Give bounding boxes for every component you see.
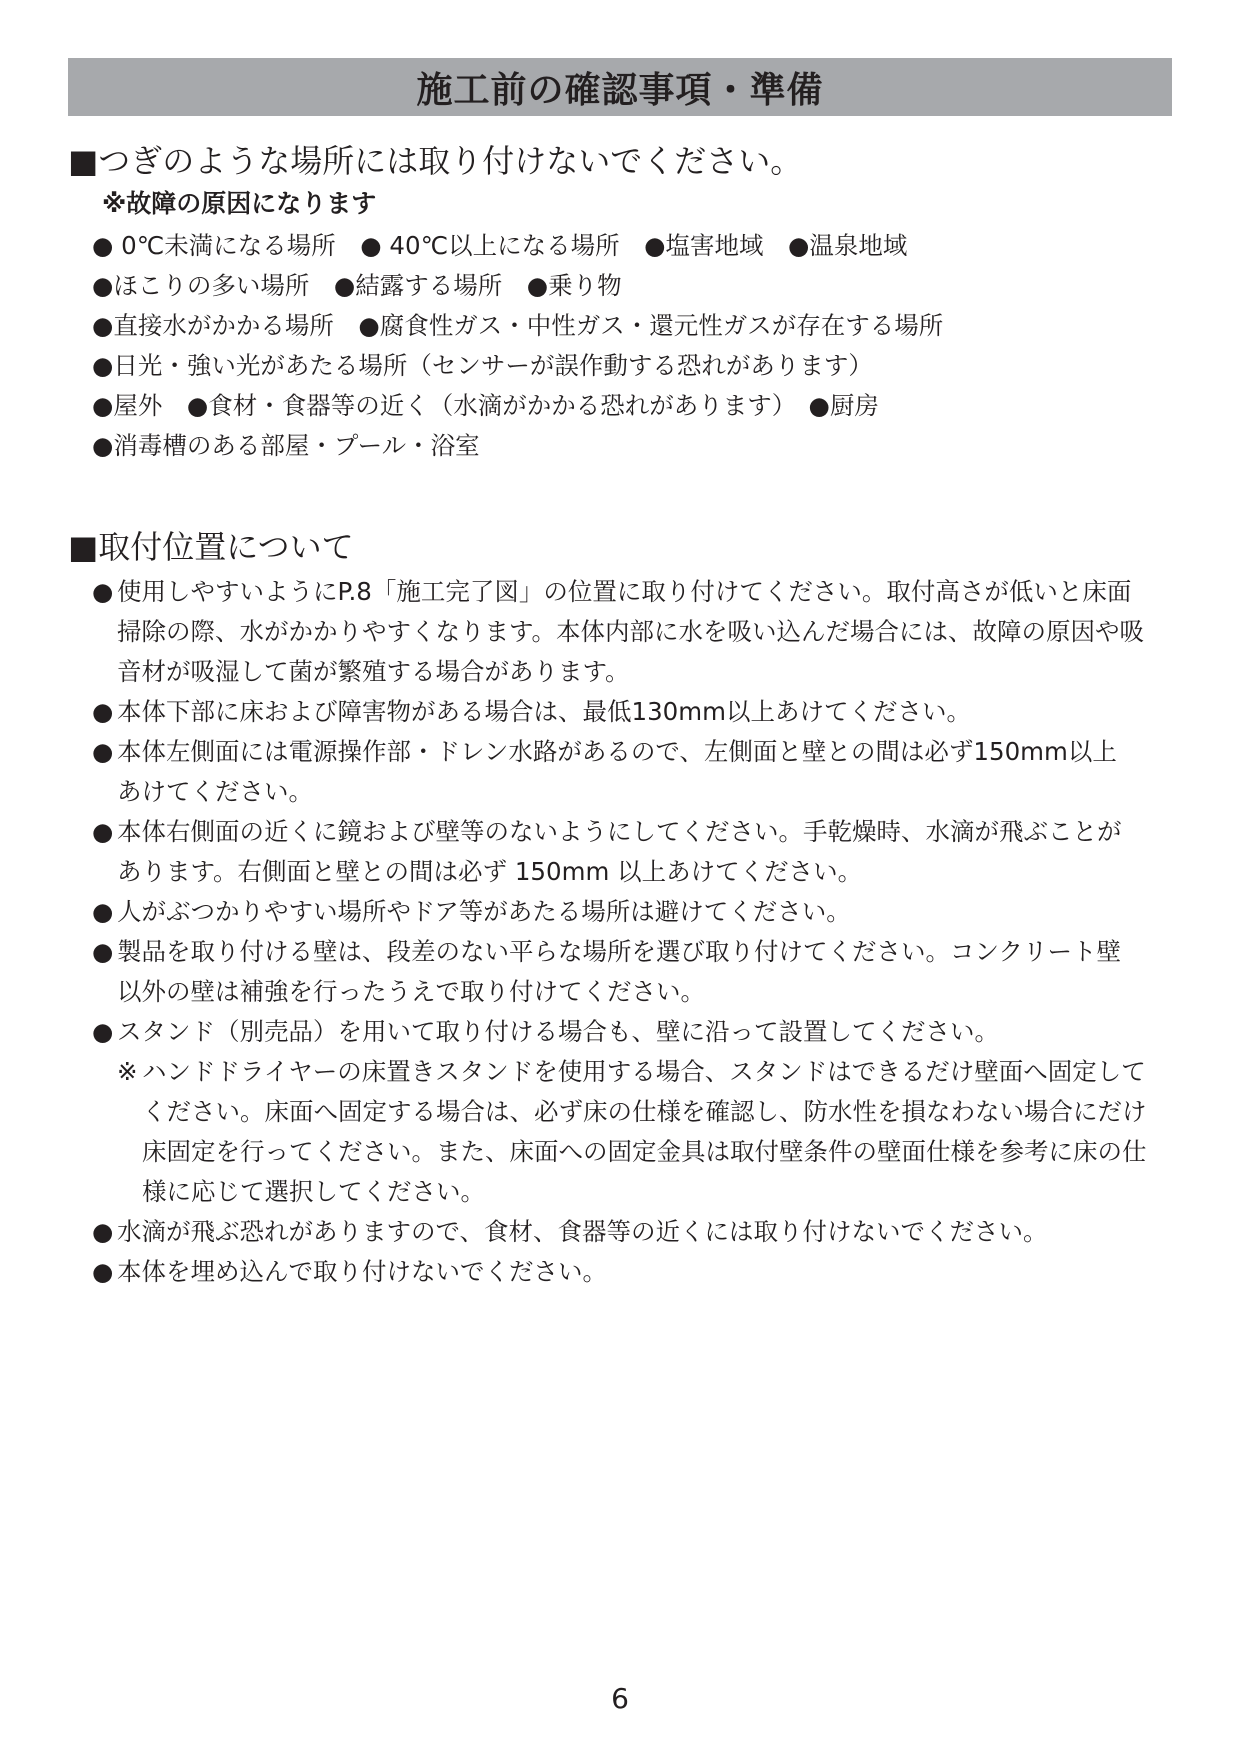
bullet-icon: ● [92,897,114,926]
bullet-icon: ● [92,737,114,766]
list-item-line: 掃除の際、水がかかりやすくなります。本体内部に水を吸い込んだ場合には、故障の原因や吸 [117,617,1145,646]
list-item-line: 使用しやすいようにP.8「施工完了図」の位置に取り付けてください。取付高さが低いと床面 [117,577,1132,606]
list-item [92,892,1195,932]
list-item-line: 本体右側面の近くに鏡および壁等のないようにしてください。手乾燥時、水滴が飛ぶことが [117,817,1122,846]
note-line: ハンドドライヤーの床置きスタンドを使用する場合、スタンドはできるだけ壁面へ固定して [142,1057,1146,1086]
stand-installation-note [117,1052,1195,1212]
list-item [92,1212,1195,1252]
list-item-line: 水滴が飛ぶ恐れがありますので、食材、食器等の近くには取り付けないでください。 [117,1217,1048,1246]
list-item-line: あけてください。 [117,777,313,806]
section-note-cause-of-failure: ※故障の原因になります [102,189,377,218]
prohibited-locations-list [92,226,943,466]
list-item-line: 本体左側面には電源操作部・ドレン水路があるので、左側面と壁との間は必ず150mm以上 [117,737,1117,766]
page-title: 施工前の確認事項・準備 [416,69,824,111]
list-item-line: 本体下部に床および障害物がある場合は、最低130mm以上あけてください。 [117,697,971,726]
list-item-line: スタンド（別売品）を用いて取り付ける場合も、壁に沿って設置してください。 [117,1017,999,1046]
note-mark-icon: ※ [117,1057,138,1086]
title-bar [68,58,1172,116]
list-item [92,572,1195,692]
list-item-line: あります。右側面と壁との間は必ず 150mm 以上あけてください。 [117,857,863,886]
bullet-icon: ● [92,577,114,606]
bullet-icon: ● [92,1217,114,1246]
list-item [92,812,1195,892]
list-item: ●屋外 ●食材・食器等の近く（水滴がかかる恐れがあります） ●厨房 [92,391,879,420]
list-item [92,932,1195,1012]
list-item [92,1252,1195,1292]
page-number: 6 [611,1682,629,1715]
list-item: ●ほこりの多い場所 ●結露する場所 ●乗り物 [92,271,622,300]
list-item-line: 音材が吸湿して菌が繁殖する場合があります。 [117,657,630,686]
note-line: 様に応じて選択してください。 [142,1177,485,1206]
bullet-icon: ● [92,817,114,846]
bullet-icon: ● [92,1017,114,1046]
list-item-line: 製品を取り付ける壁は、段差のない平らな場所を選び取り付けてください。コンクリート壁 [117,937,1122,966]
list-item [92,692,1195,732]
list-item-line: 以外の壁は補強を行ったうえで取り付けてください。 [117,977,705,1006]
list-item-line: 人がぶつかりやすい場所やドア等があたる場所は避けてください。 [117,897,851,926]
list-item: ●消毒槽のある部屋・プール・浴室 [92,431,480,460]
list-item-line: 本体を埋め込んで取り付けないでください。 [117,1257,607,1286]
section-heading-prohibited-locations: ■つぎのような場所には取り付けないでください。 [68,142,803,180]
note-line: 床固定を行ってください。また、床面への固定金具は取付壁条件の壁面仕様を参考に床の仕 [142,1137,1147,1166]
list-item: ● 0℃未満になる場所 ● 40℃以上になる場所 ●塩害地域 ●温泉地域 [92,231,908,260]
list-item [92,1012,1195,1212]
section-heading-mounting-position: ■取付位置について [68,528,354,566]
list-item: ●直接水がかかる場所 ●腐食性ガス・中性ガス・還元性ガスが存在する場所 [92,311,944,340]
mounting-position-list [92,572,1195,1292]
bullet-icon: ● [92,1257,114,1286]
note-line: ください。床面へ固定する場合は、必ず床の仕様を確認し、防水性を損なわない場合にだけ [142,1097,1147,1126]
bullet-icon: ● [92,937,114,966]
list-item [92,732,1195,812]
list-item: ●日光・強い光があたる場所（センサーが誤作動する恐れがあります） [92,351,873,380]
bullet-icon: ● [92,697,114,726]
